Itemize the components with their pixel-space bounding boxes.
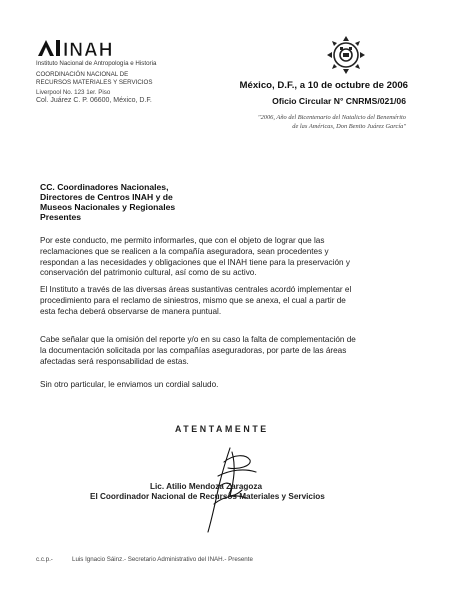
institution-name: Instituto Nacional de Antropología e Historia xyxy=(36,60,157,67)
signer-title: El Coordinador Nacional de Recursos Materiales y Servicios xyxy=(90,492,325,501)
letter-date: México, D.F., a 10 de octubre de 2006 xyxy=(239,80,408,91)
signer-name: Lic. Atilio Mendoza Zaragoza xyxy=(150,482,263,491)
inah-logo xyxy=(36,36,134,58)
salutation: ATENTAMENTE xyxy=(175,424,269,434)
ccp-recipient: Luis Ignacio Sáinz.- Secretario Administrativo del INAH.- Presente xyxy=(72,556,253,563)
paragraph-procedure: El Instituto a través de las diversas áreas sustantivas centrales acordó implementar el procedimiento para el reclamo de siniestros, mismo que se anexa, el cual a partir de esta fecha deberá observarse de manera puntual. xyxy=(40,285,352,316)
ccp-label: c.c.p.- xyxy=(36,556,53,563)
department-address: Liverpool No. 123 1er. Piso Col. Juárez C. P. 06600, México, D.F. xyxy=(36,89,152,104)
department-name: COORDINACIÓN NACIONAL DE RECURSOS MATERIALES Y SERVICIOS xyxy=(36,71,153,86)
emblem-seal-icon xyxy=(326,34,366,74)
paragraph-responsibility: Cabe señalar que la omisión del reporte y/o en su caso la falta de complementación de la documentación solicitada por las compañías aseguradoras, por parte de las áreas afectadas será responsabilidad de estas. xyxy=(40,335,356,366)
circular-number: Oficio Circular N° CNRMS/021/06 xyxy=(272,96,406,106)
official-motto: "2006, Año del Bicentenario del Natalicio del Benemérito de las Américas, Don Benito Juárez García" xyxy=(257,114,406,130)
recipient-block: CC. Coordinadores Nacionales, Directores de Centros INAH y de Museos Nacionales y Regionales Presentes xyxy=(40,182,176,222)
carbon-copy-line xyxy=(36,556,253,563)
logo-wordmark: INAH xyxy=(63,40,114,58)
paragraph-purpose: Por este conducto, me permito informarles, que con el objeto de lograr que las reclamaciones que se realicen a la compañía aseguradora, sean procedentes y respondan a las necesidades y obligaciones que el INAH tiene para la preservación y conservación del patrimonio cultural, así como de su activo. xyxy=(40,236,350,278)
paragraph-closing: Sin otro particular, le enviamos un cordial saludo. xyxy=(40,380,219,389)
